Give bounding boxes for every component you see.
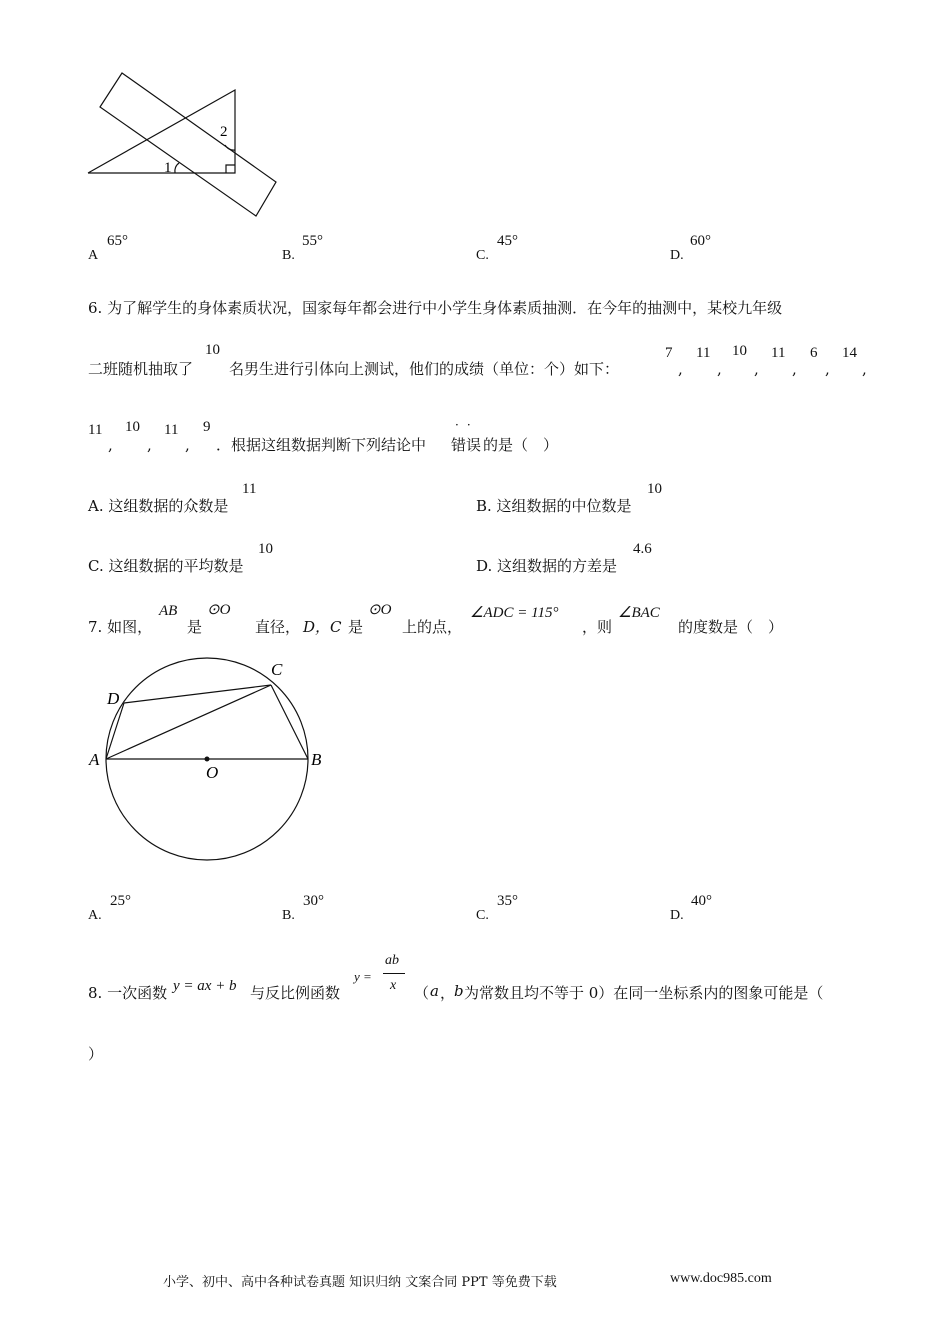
q6-sample-count: 10 (205, 342, 220, 358)
q7-chord-ac (106, 685, 271, 759)
q5-angle2-arc (225, 145, 235, 150)
q5-label-1: 1 (164, 160, 172, 176)
footer-url[interactable]: www.doc985.com (670, 1271, 772, 1286)
q6-score: 6 (810, 345, 818, 361)
q7-option-d-letter[interactable]: D. (670, 908, 684, 923)
q7-option-c-value: 35° (497, 893, 518, 909)
q8-y-eq: y = (354, 969, 372, 984)
q5-figure (80, 65, 290, 225)
q8-cond-comma: ， (440, 984, 456, 1002)
q6-option-a[interactable]: A. 这组数据的众数是 (88, 497, 229, 515)
q5-option-a-letter[interactable]: A (88, 248, 99, 263)
q6-option-d[interactable]: D. 这组数据的方差是 (476, 557, 618, 575)
q8-fraction-bar (383, 973, 405, 974)
q6-comma: , (862, 360, 867, 378)
q5-option-d-letter[interactable]: D. (670, 248, 684, 263)
q7-angle-bac: ∠BAC (618, 605, 660, 621)
q6-line3-text-a: ．根据这组数据判断下列结论中 (216, 436, 427, 454)
q7-label-o: O (206, 763, 219, 782)
q6-line1: 6. 为了解学生的身体素质状况，国家每年都会进行中小学生身体素质抽测．在今年的抽测中，某校九年级 (88, 299, 783, 317)
q7-circle-o-1: ⊙O (207, 602, 231, 618)
q6-comma: , (147, 436, 152, 454)
q8-mid: 与反比例函数 (250, 984, 341, 1002)
q7-is-2: 是 (348, 618, 364, 636)
q5-option-b-letter[interactable]: B. (282, 248, 295, 263)
q8-prefix: 8. 一次函数 (88, 984, 168, 1002)
q8-line2: ） (88, 1045, 104, 1063)
q6-option-b[interactable]: B. 这组数据的中位数是 (476, 497, 632, 515)
q8-cond-a: a (430, 982, 439, 1000)
q6-comma: , (825, 360, 830, 378)
q5-ruler (100, 73, 276, 216)
q5-option-c-letter[interactable]: C. (476, 248, 489, 263)
q7-diameter: 直径， (255, 618, 301, 636)
q8-cond-rest: 为常数且均不等于 0）在同一坐标系内的图象可能是（ (464, 984, 824, 1002)
q7-ask: 的度数是（ ） (678, 618, 784, 636)
q6-option-c-value: 10 (258, 541, 273, 557)
q7-is-1: 是 (187, 618, 203, 636)
q8-frac-numerator: ab (385, 953, 399, 968)
q6-line3-text-b: 的是（ ） (483, 436, 559, 454)
q7-points-on: 上的点， (402, 618, 463, 636)
q8-cond-b: b (454, 982, 464, 1000)
q6-emphasis-dots: ·· (455, 418, 479, 432)
q6-comma: , (678, 360, 683, 378)
q7-option-d-value: 40° (691, 893, 712, 909)
q6-comma: , (754, 360, 759, 378)
q7-chord-dc (124, 685, 271, 703)
q6-comma: , (717, 360, 722, 378)
q7-label-b: B (311, 750, 322, 769)
q5-option-a-value: 65° (107, 233, 128, 249)
q8-cond-open: （ (414, 984, 430, 1002)
q6-score: 10 (125, 419, 140, 435)
q7-then: ，则 (582, 618, 613, 636)
q6-score: 11 (164, 422, 179, 438)
q7-segment-ab: AB (159, 603, 178, 619)
q6-line2-prefix: 二班随机抽取了 (88, 360, 194, 378)
q6-score: 7 (665, 345, 673, 361)
q5-option-c-value: 45° (497, 233, 518, 249)
q6-option-c[interactable]: C. 这组数据的平均数是 (88, 557, 244, 575)
q6-comma: , (185, 436, 190, 454)
q7-option-c-letter[interactable]: C. (476, 908, 489, 923)
footer-text: 小学、初中、高中各种试卷真题 知识归纳 文案合同 PPT 等免费下载 (163, 1275, 557, 1290)
q6-score: 14 (842, 345, 857, 361)
q6-line3-emphasis: 错误 (451, 436, 482, 454)
q6-score: 10 (732, 343, 747, 359)
q5-right-angle-mark (226, 165, 235, 173)
q7-chord-ad (106, 703, 124, 759)
q5-angle1-arc (175, 163, 179, 173)
q6-comma: , (792, 360, 797, 378)
q7-option-b-value: 30° (303, 893, 324, 909)
q6-score: 11 (696, 345, 711, 361)
q6-option-a-value: 11 (242, 481, 257, 497)
q8-linear-function: y = ax + b (173, 978, 237, 994)
q7-figure (85, 650, 335, 870)
q7-angle-adc: ∠ADC = 115° (470, 605, 559, 621)
q7-option-b-letter[interactable]: B. (282, 908, 295, 923)
q5-option-b-value: 55° (302, 233, 323, 249)
q8-frac-denominator: x (390, 978, 397, 993)
q6-line2-mid: 名男生进行引体向上测试，他们的成绩（单位：个）如下： (229, 360, 620, 378)
q6-score: 11 (88, 422, 103, 438)
q7-points-dc: D，C (303, 618, 342, 636)
q7-option-a-value: 25° (110, 893, 131, 909)
q6-score: 9 (203, 419, 211, 435)
q6-score: 11 (771, 345, 786, 361)
q7-label-d: D (107, 689, 120, 708)
q7-prefix: 7. 如图， (88, 618, 153, 636)
q7-chord-cb (271, 685, 308, 759)
q7-option-a-letter[interactable]: A. (88, 908, 102, 923)
q7-circle-o-2: ⊙O (368, 602, 392, 618)
q7-label-c: C (271, 660, 283, 679)
q5-option-d-value: 60° (690, 233, 711, 249)
q5-label-2: 2 (220, 124, 228, 140)
q6-option-d-value: 4.6 (633, 541, 652, 557)
q7-center-dot (205, 757, 210, 762)
q5-triangle (88, 90, 235, 173)
q6-comma: , (108, 436, 113, 454)
q7-label-a: A (89, 750, 100, 769)
q6-option-b-value: 10 (647, 481, 662, 497)
